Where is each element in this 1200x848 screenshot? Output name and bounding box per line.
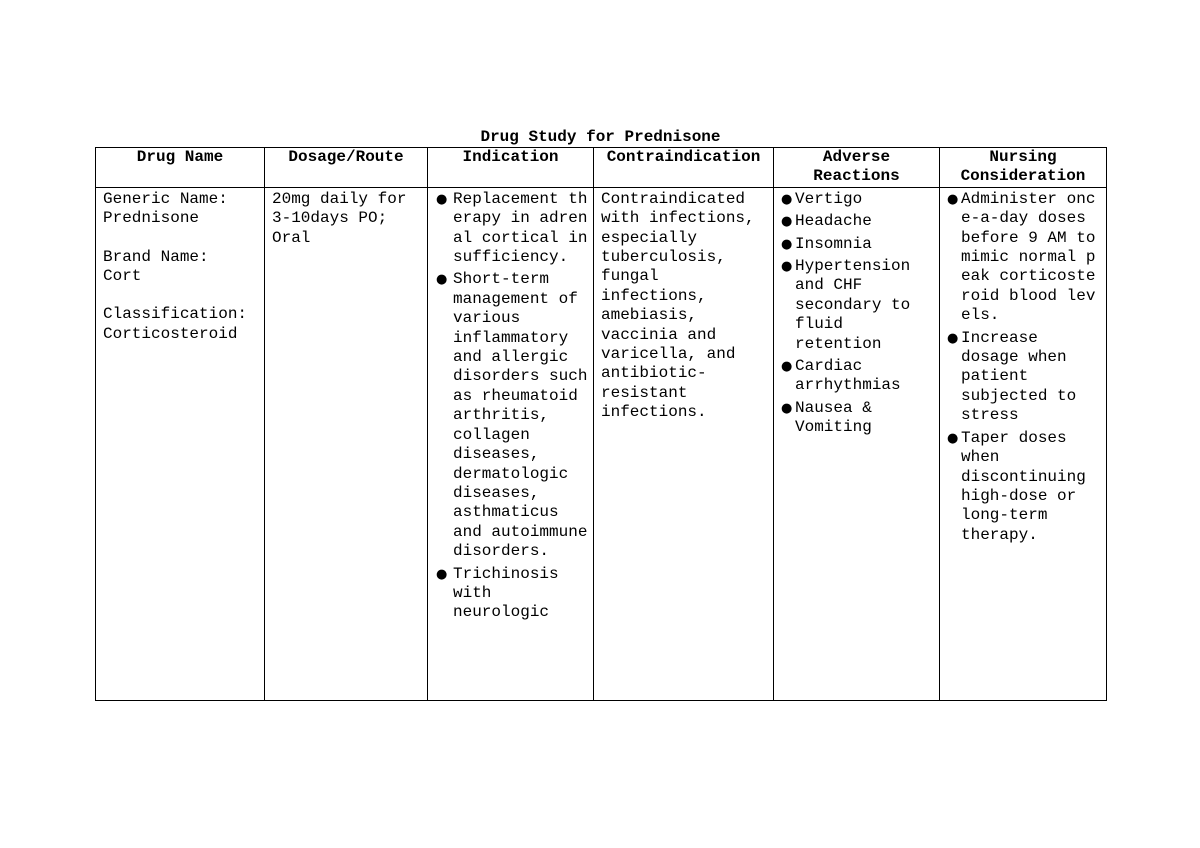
- dosage-route-text: 20mg daily for 3-10days PO; Oral: [272, 189, 417, 247]
- cell-indication: [428, 187, 594, 700]
- list-item: ● Hypertension and CHF secondary to fluid retention: [781, 257, 911, 353]
- bullet-icon: ●: [781, 236, 793, 252]
- bullet-icon: ●: [781, 191, 793, 207]
- table-row: [96, 187, 1107, 700]
- list-item: ● Cardiac arrhythmias: [781, 357, 901, 395]
- brand-name-value: Cort: [103, 267, 142, 286]
- bullet-icon: ●: [781, 359, 793, 375]
- cell-nursing-consideration: [940, 187, 1107, 700]
- list-item: ● Replacement therapy in adrenal cortical insufficiency.: [436, 189, 588, 267]
- bullet-icon: ●: [947, 191, 959, 207]
- header-indication: Indication: [428, 148, 594, 188]
- classification-label: Classification:: [103, 305, 248, 324]
- list-item: ● Insomnia: [781, 234, 872, 253]
- cell-drug-name: [96, 187, 265, 700]
- classification-value: Corticosteroid: [103, 324, 238, 343]
- list-item: ● Trichinosis with neurologic: [436, 564, 559, 622]
- list-item: ● Taper doses when discontinuing high-dose or long-term therapy.: [947, 428, 1086, 544]
- header-row: [96, 148, 1107, 188]
- bullet-icon: ●: [947, 330, 959, 346]
- bullet-icon: ●: [436, 191, 448, 207]
- generic-name-block: [103, 190, 259, 229]
- contraindication-text: Contraindicated with infections, especially tuberculosis, fungal infections, amebiasis, vaccinia and varicella, and antibiotic-resistant infections.: [601, 189, 765, 422]
- cell-contraindication: [594, 187, 774, 700]
- generic-name-label: Generic Name:: [103, 189, 228, 208]
- list-item: ● Nausea & Vomiting: [781, 398, 872, 437]
- list-item: ● Short-term management of various inflammatory and allergic disorders such as rheumatoid arthritis, collagen diseases, dermatologic diseases, asthmaticus and autoimmune disorders.: [436, 270, 588, 561]
- list-item: ● Administer once-a-day doses before 9 AM to mimic normal peak corticosteroid blood levels.: [947, 189, 1096, 325]
- header-contraindication: Contraindication: [594, 148, 774, 188]
- classification-block: [103, 305, 259, 344]
- list-item: ● Headache: [781, 212, 872, 231]
- cell-dosage-route: [265, 187, 428, 700]
- generic-name-value: Prednisone: [103, 209, 200, 228]
- adverse-reactions-list: [781, 190, 934, 438]
- header-nursing-consideration: Nursing Consideration: [940, 148, 1107, 188]
- bullet-icon: ●: [781, 214, 793, 230]
- header-adverse-reactions: Adverse Reactions: [774, 148, 940, 188]
- list-item: ● Vertigo: [781, 189, 863, 208]
- list-item: ● Increase dosage when patient subjected to stress: [947, 328, 1077, 425]
- brand-name-label: Brand Name:: [103, 247, 209, 266]
- header-dosage-route: Dosage/Route: [265, 148, 428, 188]
- cell-adverse-reactions: [774, 187, 940, 700]
- bullet-icon: ●: [436, 272, 448, 288]
- nursing-consideration-list: [947, 190, 1101, 545]
- bullet-icon: ●: [781, 400, 793, 416]
- drug-study-table: [95, 147, 1107, 701]
- page-title: Drug Study for Prednisone: [480, 128, 721, 146]
- bullet-icon: ●: [781, 259, 793, 275]
- bullet-icon: ●: [947, 430, 959, 446]
- brand-name-block: [103, 248, 259, 287]
- bullet-icon: ●: [436, 566, 448, 582]
- header-drug-name: Drug Name: [96, 148, 265, 188]
- indication-list: [435, 190, 588, 623]
